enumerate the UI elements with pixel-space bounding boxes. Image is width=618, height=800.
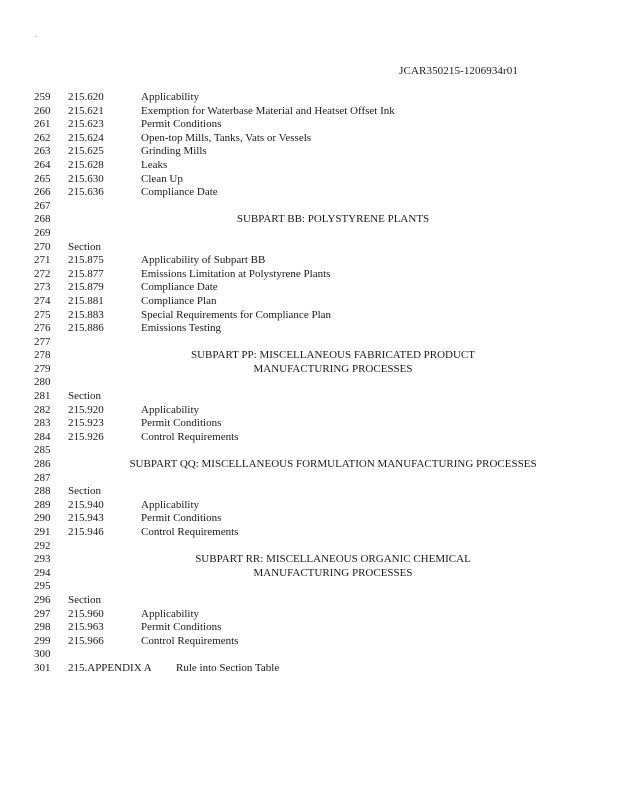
section-title: Control Requirements (141, 526, 239, 538)
contents-line (0, 173, 618, 187)
section-title: Permit Conditions (141, 512, 222, 525)
section-number: 215.881 (68, 294, 104, 307)
contents-line (0, 485, 618, 499)
line-number: 298 (34, 621, 51, 634)
line-number: 270 (34, 240, 51, 253)
subpart-heading: SUBPART QQ: MISCELLANEOUS FORMULATION MANUFACTURING PROCESSES (129, 458, 537, 471)
section-number: 215.926 (68, 430, 104, 443)
section-title: Compliance Date (141, 186, 218, 199)
line-number: 293 (34, 553, 51, 566)
contents-line (0, 499, 618, 513)
section-title: Clean Up (141, 172, 183, 185)
line-number: 284 (34, 430, 51, 443)
line-number: 278 (34, 349, 51, 362)
section-number: Section (68, 240, 101, 253)
subpart-heading: MANUFACTURING PROCESSES (253, 362, 413, 375)
subpart-heading: SUBPART BB: POLYSTYRENE PLANTS (236, 213, 430, 226)
section-number: 215.625 (68, 145, 104, 158)
line-number: 279 (34, 362, 51, 375)
contents-line (0, 594, 618, 608)
section-number: 215.923 (68, 417, 104, 430)
contents-line (0, 635, 618, 649)
contents-line (0, 404, 618, 418)
contents-line (0, 227, 618, 241)
line-number: 280 (34, 376, 51, 389)
section-number: 215.960 (68, 607, 104, 620)
line-number: 286 (34, 458, 51, 471)
section-number: 215.875 (68, 254, 104, 267)
line-number: 266 (34, 186, 51, 199)
section-title: Emissions Testing (141, 322, 222, 335)
section-number: 215.883 (68, 308, 104, 321)
section-title: Exemption for Waterbase Material and Heatset Offset Ink (141, 104, 395, 117)
contents-line (0, 281, 618, 295)
subpart-heading-line (0, 458, 618, 472)
section-title: Open-top Mills, Tanks, Vats or Vessels (141, 131, 312, 144)
line-number: 295 (34, 580, 51, 593)
section-number: 215.886 (68, 322, 104, 335)
section-title: Applicability (141, 91, 200, 103)
line-number: 261 (34, 118, 51, 131)
subpart-heading-line (0, 567, 618, 581)
contents-line (0, 608, 618, 622)
subpart-heading-line (0, 349, 618, 363)
line-number: 263 (34, 145, 51, 158)
contents-line (0, 540, 618, 554)
section-number: 215.879 (68, 281, 104, 294)
line-number: 290 (34, 512, 51, 525)
scan-mark: . (35, 30, 37, 39)
section-number: 215.940 (68, 498, 104, 511)
section-number: 215.620 (68, 91, 104, 103)
section-title: Permit Conditions (141, 621, 222, 634)
line-number: 275 (34, 308, 51, 321)
section-number: Section (68, 390, 101, 403)
subpart-heading-line (0, 213, 618, 227)
section-title: Permit Conditions (141, 417, 222, 430)
subpart-heading-line (0, 553, 618, 567)
section-number: 215.628 (68, 158, 104, 171)
section-number: 215.963 (68, 621, 104, 634)
line-number: 268 (34, 213, 51, 226)
contents-line (0, 376, 618, 390)
line-number: 283 (34, 417, 51, 430)
line-number: 300 (34, 648, 51, 661)
line-number: 297 (34, 607, 51, 620)
section-number: 215.621 (68, 104, 104, 117)
subpart-heading: SUBPART RR: MISCELLANEOUS ORGANIC CHEMICAL (195, 553, 471, 566)
section-number: 215.877 (68, 267, 104, 280)
line-number: 296 (34, 593, 51, 606)
contents-line (0, 241, 618, 255)
line-number: 272 (34, 267, 51, 280)
contents-line (0, 118, 618, 132)
section-title: Permit Conditions (141, 118, 222, 131)
line-number: 264 (34, 158, 51, 171)
section-number: 215.623 (68, 118, 104, 131)
line-number: 259 (34, 91, 51, 103)
contents-line (0, 444, 618, 458)
line-number: 294 (34, 566, 51, 579)
contents-line (0, 580, 618, 594)
line-number: 285 (34, 444, 51, 457)
subpart-heading-line (0, 363, 618, 377)
line-number: 299 (34, 634, 51, 647)
contents-line (0, 648, 618, 662)
section-title: Rule into Section Table (176, 661, 280, 674)
line-numbered-contents (0, 91, 618, 676)
line-number: 267 (34, 199, 51, 212)
contents-line (0, 186, 618, 200)
contents-line (0, 254, 618, 268)
line-number: 274 (34, 294, 51, 307)
section-title: Control Requirements (141, 430, 239, 443)
section-number: 215.630 (68, 172, 104, 185)
contents-line (0, 268, 618, 282)
contents-line (0, 91, 618, 105)
subpart-heading: MANUFACTURING PROCESSES (253, 566, 413, 579)
contents-line (0, 322, 618, 336)
contents-line (0, 621, 618, 635)
contents-line (0, 105, 618, 119)
section-title: Applicability (141, 498, 200, 511)
line-number: 260 (34, 104, 51, 117)
contents-line (0, 512, 618, 526)
document-id: JCAR350215-1206934r01 (399, 65, 518, 77)
line-number: 276 (34, 322, 51, 335)
line-number: 289 (34, 498, 51, 511)
contents-line (0, 526, 618, 540)
section-number: 215.624 (68, 131, 104, 144)
line-number: 273 (34, 281, 51, 294)
section-number: Section (68, 485, 101, 498)
contents-line (0, 309, 618, 323)
section-number: 215.APPENDIX A (68, 661, 152, 674)
contents-line (0, 417, 618, 431)
section-number: 215.920 (68, 403, 104, 416)
section-number: 215.636 (68, 186, 104, 199)
section-title: Compliance Date (141, 281, 218, 294)
line-number: 269 (34, 226, 51, 239)
contents-line (0, 336, 618, 350)
section-number: 215.943 (68, 512, 104, 525)
section-title: Special Requirements for Compliance Plan (141, 308, 332, 321)
section-title: Control Requirements (141, 634, 239, 647)
section-title: Compliance Plan (141, 294, 217, 307)
line-number: 301 (34, 661, 51, 674)
section-title: Applicability of Subpart BB (141, 254, 266, 267)
line-number: 281 (34, 390, 51, 403)
line-number: 282 (34, 403, 51, 416)
line-number: 292 (34, 539, 51, 552)
section-number: Section (68, 593, 101, 606)
contents-line (0, 200, 618, 214)
section-number: 215.946 (68, 526, 104, 538)
line-number: 265 (34, 172, 51, 185)
contents-line (0, 472, 618, 486)
section-title: Grinding Mills (141, 145, 207, 158)
contents-line (0, 145, 618, 159)
section-title: Emissions Limitation at Polystyrene Plants (141, 267, 331, 280)
contents-line (0, 159, 618, 173)
section-title: Applicability (141, 607, 200, 620)
line-number: 291 (34, 526, 51, 538)
contents-line (0, 390, 618, 404)
subpart-heading: SUBPART PP: MISCELLANEOUS FABRICATED PRODUCT (191, 349, 475, 362)
contents-line (0, 295, 618, 309)
line-number: 287 (34, 471, 51, 484)
line-number: 288 (34, 485, 51, 498)
contents-line (0, 431, 618, 445)
section-title: Leaks (141, 158, 168, 171)
line-number: 277 (34, 335, 51, 348)
section-number: 215.966 (68, 634, 104, 647)
section-title: Applicability (141, 403, 200, 416)
line-number: 262 (34, 131, 51, 144)
line-number: 271 (34, 254, 51, 267)
contents-line (0, 132, 618, 146)
contents-line (0, 662, 618, 676)
